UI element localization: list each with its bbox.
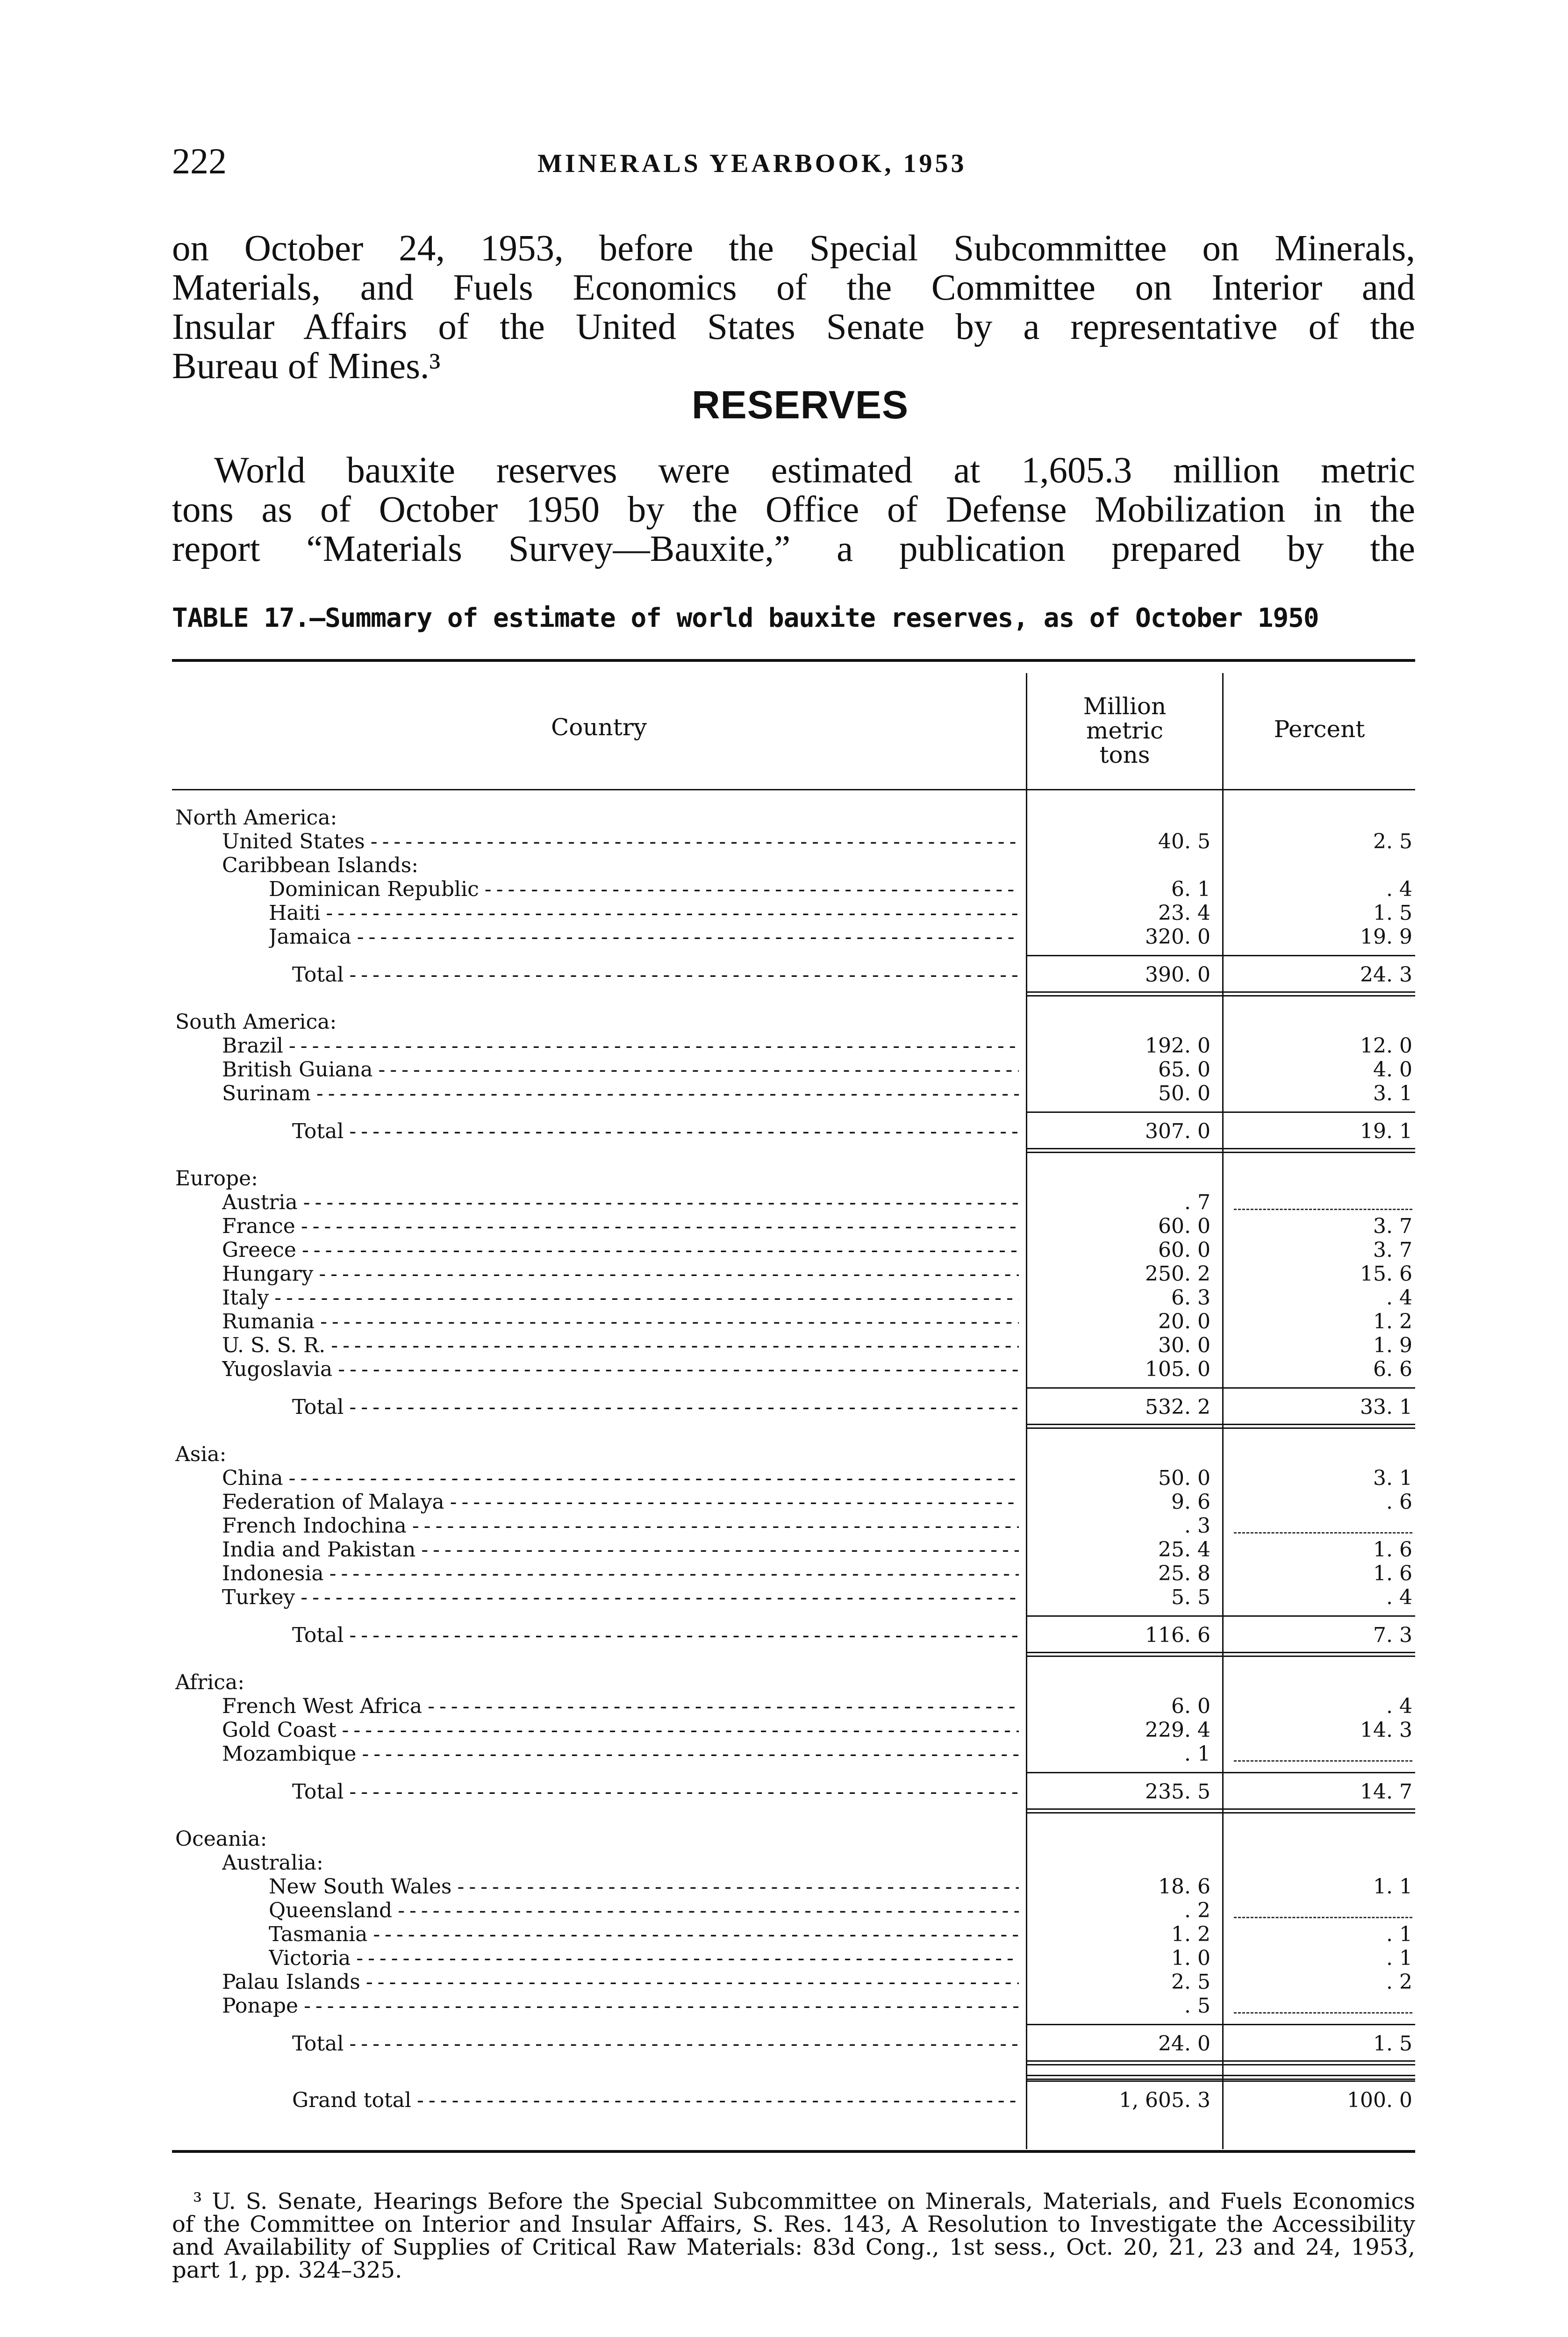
reserves-paragraph	[172, 451, 1415, 569]
percent-value: 1. 5	[1373, 901, 1412, 925]
tons-value: 18. 6	[1158, 1875, 1210, 1899]
label-text: U. S. S. R. - - -	[222, 1334, 1019, 1357]
total-rule	[1224, 2080, 1415, 2082]
percent-value: . 6	[1386, 1490, 1412, 1514]
percent-value: 1. 5	[1373, 2032, 1412, 2056]
double-rule	[1224, 2064, 1415, 2065]
tons-value: 24. 0	[1158, 2032, 1210, 2056]
total-label	[292, 1624, 1019, 1647]
double-rule	[1027, 1148, 1222, 1149]
percent-value: . 4	[1386, 1694, 1412, 1718]
double-rule	[1224, 2060, 1415, 2062]
percent-value: . 4	[1386, 877, 1412, 901]
label-text: Australia:	[222, 1851, 323, 1875]
tons-value: . 1	[1184, 1742, 1210, 1766]
percent-value: 24. 3	[1360, 963, 1412, 987]
percent-value: 1. 1	[1373, 1875, 1412, 1899]
text-line: Materials, and Fuels Economics of the Committee on Interior and	[172, 267, 1415, 308]
label-text: India and Pakistan - - -	[222, 1538, 1019, 1562]
double-rule	[1027, 1652, 1222, 1653]
column-divider	[1222, 673, 1224, 2149]
label-text: Brazil - - -	[222, 1034, 1019, 1058]
row-label	[222, 1082, 1019, 1105]
tons-value: . 2	[1184, 1899, 1210, 1922]
row-label	[222, 1586, 1019, 1609]
tons-value: 320. 0	[1145, 925, 1210, 949]
percent-value: 3. 7	[1373, 1214, 1412, 1238]
label-text: Palau Islands - - -	[222, 1971, 1019, 1994]
percent-value: 15. 6	[1360, 1262, 1412, 1286]
row-label	[269, 1899, 1019, 1922]
tons-value: 116. 6	[1145, 1623, 1210, 1647]
label-text: Jamaica - - -	[269, 925, 1019, 949]
footnote-line: and Availability of Supplies of Critical Raw Materials: 83d Cong., 1st sess., Oct. 20, 21, 23 and 24, 1953,	[172, 2234, 1415, 2260]
label-text: Hungary - - -	[222, 1262, 1019, 1286]
footnote-line: part 1, pp. 324–325.	[172, 2257, 402, 2283]
total-rule	[1224, 1387, 1415, 1389]
label-text: Ponape - - -	[222, 1994, 1019, 2018]
tons-value: 250. 2	[1145, 1262, 1210, 1286]
row-label	[222, 1971, 1019, 1994]
label-text: New South Wales - - -	[269, 1875, 1019, 1899]
double-rule	[1027, 1427, 1222, 1429]
double-rule	[1224, 991, 1415, 993]
percent-value: 3. 1	[1373, 1466, 1412, 1490]
label-text: Tasmania - - -	[269, 1923, 1019, 1946]
row-label	[269, 878, 1019, 901]
label-text: Total - - -	[292, 1120, 1019, 1143]
total-rule	[1027, 1772, 1222, 1773]
tons-value: 1, 605. 3	[1119, 2088, 1210, 2112]
text-line: World bauxite reserves were estimated at 1,605.3 million metric	[214, 450, 1415, 491]
percent-value: . 1	[1386, 1922, 1412, 1946]
tons-value: 105. 0	[1145, 1357, 1210, 1381]
percent-value: 33. 1	[1360, 1395, 1412, 1419]
tons-value: 40. 5	[1158, 830, 1210, 853]
row-label	[222, 1742, 1019, 1766]
total-label	[292, 1780, 1019, 1804]
double-rule	[1027, 1808, 1222, 1810]
label-text: Yugoslavia - - -	[222, 1358, 1019, 1381]
double-rule	[1027, 2064, 1222, 2065]
total-label	[292, 2089, 1019, 2112]
row-label	[222, 1334, 1019, 1357]
row-label	[222, 1239, 1019, 1262]
table-bottom-rule	[172, 2150, 1415, 2153]
tons-value: 20. 0	[1158, 1310, 1210, 1333]
double-rule	[1027, 1656, 1222, 1657]
percent-value: . 4	[1386, 1585, 1412, 1609]
row-label	[269, 1947, 1019, 1970]
double-rule	[1224, 1152, 1415, 1153]
tons-value: 6. 3	[1171, 1286, 1210, 1310]
percent-value: 1. 2	[1373, 1310, 1412, 1333]
total-rule	[1027, 1615, 1222, 1617]
text-line: on October 24, 1953, before the Special Subcommittee on Minerals,	[172, 228, 1415, 269]
table-top-rule	[172, 659, 1415, 662]
total-rule	[1224, 1111, 1415, 1113]
text-line: Bureau of Mines.³	[172, 346, 441, 387]
percent-value: 6. 6	[1373, 1357, 1412, 1381]
label-text: Federation of Malaya - - -	[222, 1491, 1019, 1514]
label-text: Surinam - - -	[222, 1082, 1019, 1105]
percent-value: 7. 3	[1373, 1623, 1412, 1647]
total-rule	[1027, 2024, 1222, 2025]
double-rule	[1027, 1812, 1222, 1814]
label-text: Total - - -	[292, 2032, 1019, 2056]
column-header-tons	[1027, 694, 1222, 767]
double-rule	[1224, 995, 1415, 996]
label-text: Caribbean Islands:	[222, 854, 419, 877]
row-label	[222, 1262, 1019, 1286]
total-rule	[1027, 1111, 1222, 1113]
percent-value: . 1	[1386, 1946, 1412, 1970]
double-rule	[1027, 995, 1222, 996]
row-label	[222, 1286, 1019, 1310]
label-text: Queensland - - -	[269, 1899, 1019, 1922]
text-line: Insular Affairs of the United States Senate by a representative of the	[172, 307, 1415, 347]
label-text: Indonesia - - -	[222, 1562, 1019, 1585]
percent-value: . 2	[1386, 1970, 1412, 1994]
label-text: British Guiana - - -	[222, 1058, 1019, 1082]
text-line: tons as of October 1950 by the Office of Defense Mobilization in the	[172, 489, 1415, 530]
tons-value: 23. 4	[1158, 901, 1210, 925]
empty-percent-dashes	[1234, 1209, 1412, 1210]
row-label	[222, 1994, 1019, 2018]
double-rule	[1027, 2079, 1222, 2080]
empty-percent-dashes	[1234, 2012, 1412, 2014]
percent-value: . 4	[1386, 1286, 1412, 1310]
label-text: Oceania:	[175, 1828, 267, 1851]
double-rule	[1027, 2060, 1222, 2062]
column-header-country: Country	[551, 714, 647, 741]
row-label	[222, 1491, 1019, 1514]
label-text: Africa:	[175, 1671, 245, 1694]
double-rule	[1027, 991, 1222, 993]
tons-value: 6. 1	[1171, 877, 1210, 901]
label-text: Rumania - - -	[222, 1310, 1019, 1333]
total-rule	[1027, 955, 1222, 956]
tons-value: 6. 0	[1171, 1694, 1210, 1718]
total-label	[292, 2032, 1019, 2056]
tons-value: 50. 0	[1158, 1082, 1210, 1105]
tons-value: . 5	[1184, 1994, 1210, 2018]
double-rule	[1224, 1424, 1415, 1425]
tons-value: 25. 8	[1158, 1562, 1210, 1585]
header-line: metric	[1086, 717, 1163, 744]
double-rule	[1224, 1808, 1415, 1810]
tons-value: 9. 6	[1171, 1490, 1210, 1514]
group-label	[175, 1167, 1019, 1190]
label-text: Austria - - -	[222, 1191, 1019, 1214]
label-text: Greece - - -	[222, 1239, 1019, 1262]
percent-value: 3. 7	[1373, 1238, 1412, 1262]
row-label	[222, 1358, 1019, 1381]
total-rule	[1224, 955, 1415, 956]
label-text: Italy - - -	[222, 1286, 1019, 1310]
tons-value: 390. 0	[1145, 963, 1210, 987]
group-label	[222, 854, 1019, 877]
label-text: Gold Coast - - -	[222, 1719, 1019, 1742]
tons-value: 532. 2	[1145, 1395, 1210, 1419]
row-label	[222, 1058, 1019, 1082]
row-label	[269, 1875, 1019, 1899]
tons-value: 60. 0	[1158, 1214, 1210, 1238]
group-label	[175, 1671, 1019, 1694]
percent-value: 3. 1	[1373, 1082, 1412, 1105]
footnote-line: of the Committee on Interior and Insular Affairs, S. Res. 143, A Resolution to Investigate the Accessibility	[172, 2211, 1415, 2237]
label-text: North America:	[175, 806, 337, 830]
tons-value: . 3	[1184, 1514, 1210, 1538]
double-rule	[1224, 2079, 1415, 2080]
percent-value: 4. 0	[1373, 1058, 1412, 1082]
label-text: China - - -	[222, 1467, 1019, 1490]
percent-value: 1. 9	[1373, 1333, 1412, 1357]
group-label	[222, 1851, 1019, 1875]
row-label	[222, 1467, 1019, 1490]
row-label	[222, 1562, 1019, 1585]
label-text: United States - - -	[222, 830, 1019, 853]
table-caption: TABLE 17.—Summary of estimate of world bauxite reserves, as of October 1950	[172, 603, 1319, 633]
column-divider	[1026, 673, 1027, 2149]
percent-value: 100. 0	[1347, 2088, 1412, 2112]
total-rule	[1224, 1615, 1415, 1617]
group-label	[175, 806, 1019, 830]
row-label	[222, 1719, 1019, 1742]
section-heading: RESERVES	[692, 383, 909, 427]
label-text: Total - - -	[292, 1624, 1019, 1647]
label-text: Europe:	[175, 1167, 258, 1190]
total-rule	[1027, 1387, 1222, 1389]
label-text: South America:	[175, 1011, 337, 1034]
group-label	[175, 1011, 1019, 1034]
row-label	[222, 1514, 1019, 1538]
tons-value: . 7	[1184, 1190, 1210, 1214]
label-text: Asia:	[175, 1443, 227, 1466]
tons-value: 1. 0	[1171, 1946, 1210, 1970]
tons-value: 235. 5	[1145, 1780, 1210, 1804]
tons-value: 192. 0	[1145, 1034, 1210, 1058]
row-label	[222, 1191, 1019, 1214]
total-label	[292, 963, 1019, 987]
tons-value: 60. 0	[1158, 1238, 1210, 1262]
label-text: Mozambique - - -	[222, 1742, 1019, 1766]
row-label	[269, 925, 1019, 949]
tons-value: 65. 0	[1158, 1058, 1210, 1082]
double-rule	[1027, 2075, 1222, 2076]
row-label	[269, 1923, 1019, 1946]
label-text: Total - - -	[292, 963, 1019, 987]
tons-value: 1. 2	[1171, 1922, 1210, 1946]
row-label	[269, 902, 1019, 925]
total-rule	[1224, 1772, 1415, 1773]
header-rule	[172, 789, 1415, 790]
tons-value: 50. 0	[1158, 1466, 1210, 1490]
empty-percent-dashes	[1234, 1917, 1412, 1918]
percent-value: 19. 1	[1360, 1119, 1412, 1143]
label-text: France - - -	[222, 1215, 1019, 1238]
percent-value: 12. 0	[1360, 1034, 1412, 1058]
label-text: Grand total - - -	[292, 2089, 1019, 2112]
column-header-percent: Percent	[1274, 716, 1365, 743]
label-text: Turkey - - -	[222, 1586, 1019, 1609]
empty-percent-dashes	[1234, 1760, 1412, 1762]
intro-paragraph	[172, 229, 1415, 386]
running-head: MINERALS YEARBOOK, 1953	[537, 149, 967, 178]
group-label	[175, 1828, 1019, 1851]
double-rule	[1224, 1148, 1415, 1149]
double-rule	[1224, 1812, 1415, 1814]
percent-value: 1. 6	[1373, 1562, 1412, 1585]
row-label	[222, 1034, 1019, 1058]
empty-percent-dashes	[1234, 1532, 1412, 1534]
row-label	[222, 1538, 1019, 1562]
double-rule	[1224, 2075, 1415, 2076]
tons-value: 229. 4	[1145, 1718, 1210, 1742]
label-text: Dominican Republic - - -	[269, 878, 1019, 901]
row-label	[222, 1310, 1019, 1333]
percent-value: 1. 6	[1373, 1538, 1412, 1562]
row-label	[222, 1695, 1019, 1718]
double-rule	[1027, 1152, 1222, 1153]
group-label	[175, 1443, 1019, 1466]
percent-value: 2. 5	[1373, 830, 1412, 853]
tons-value: 2. 5	[1171, 1970, 1210, 1994]
total-label	[292, 1396, 1019, 1419]
double-rule	[1027, 1424, 1222, 1425]
label-text: Haiti - - -	[269, 902, 1019, 925]
label-text: Total - - -	[292, 1396, 1019, 1419]
double-rule	[1224, 1656, 1415, 1657]
total-label	[292, 1120, 1019, 1143]
tons-value: 25. 4	[1158, 1538, 1210, 1562]
footnote-line: ³ U. S. Senate, Hearings Before the Special Subcommittee on Minerals, Materials, and Fuels Economics	[193, 2188, 1415, 2215]
tons-value: 30. 0	[1158, 1333, 1210, 1357]
percent-value: 19. 9	[1360, 925, 1412, 949]
percent-value: 14. 3	[1360, 1718, 1412, 1742]
text-line: report “Materials Survey—Bauxite,” a publication prepared by the	[172, 529, 1415, 569]
tons-value: 5. 5	[1171, 1585, 1210, 1609]
percent-value: 14. 7	[1360, 1780, 1412, 1804]
row-label	[222, 830, 1019, 853]
total-rule	[1224, 2024, 1415, 2025]
total-rule	[1027, 2080, 1222, 2082]
tons-value: 307. 0	[1145, 1119, 1210, 1143]
row-label	[222, 1215, 1019, 1238]
header-line: Million	[1083, 693, 1167, 720]
label-text: Total - - -	[292, 1780, 1019, 1804]
label-text: French West Africa - - -	[222, 1695, 1019, 1718]
label-text: French Indochina - - -	[222, 1514, 1019, 1538]
header-line: tons	[1099, 741, 1150, 768]
page-number: 222	[172, 141, 227, 181]
label-text: Victoria - - -	[269, 1947, 1019, 1970]
double-rule	[1224, 1652, 1415, 1653]
double-rule	[1224, 1427, 1415, 1429]
footnote	[172, 2190, 1415, 2282]
